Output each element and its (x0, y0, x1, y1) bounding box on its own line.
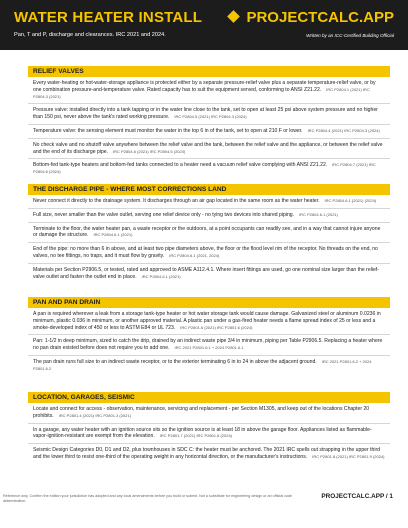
code-citation: IRC P2804.7 (2021) IRC P2804.6 (2024) (33, 162, 376, 175)
code-citation: IRC P2804.1 (2021) IRC P2804.3 (2021) (33, 86, 370, 99)
brand-logo[interactable] (229, 9, 394, 26)
item-text: Bottom-fed tank-type heaters and bottom-fed tanks connected to a heater need a vacuum relief valve complying with ANSI Z21.22. (33, 162, 328, 169)
section-title: LOCATION, GARAGES, SEISMIC (28, 392, 390, 403)
code-citation: IRC P2801.8 (2021) IRC P2801.9 (2024) (312, 453, 385, 459)
list-item (28, 223, 390, 244)
diamond-icon (228, 10, 241, 23)
code-citation: IRC P2801.4 (2021) IRC P2801.3 (2021) (58, 412, 131, 418)
code-citation: IRC P2804.6.1 (2021) (93, 232, 133, 238)
list-item (28, 139, 390, 160)
code-citation: IRC 2021 P2801.6.2 + 2024 P2801.6.2 (33, 358, 372, 371)
code-citation: IRC P2804.4 (2021) IRC P2804.3 (2024) (307, 127, 380, 133)
item-text: Seismic Design Categories D0, D1 and D2, plus townhouses in SDC C: the heater must be anchored. The 2021 IRC spells out strapping in the upper third and the lower third to resist one-third of the operating weight in any horizontal direction, or the manufacturer's instructions. (33, 447, 381, 460)
code-citation: IRC 2021 P2801.6.1 + 2024 P2801.6.1 (174, 345, 244, 351)
section-pan-and-drain (28, 297, 390, 376)
list-item (28, 104, 390, 125)
list-item (28, 125, 390, 139)
item-text: Terminate to the floor, the water heater pan, a waste receptor or the outdoors, at a point occupants can readily see, and in a way that cannot injure anyone or damage the structure. (33, 225, 381, 239)
list-item (28, 335, 390, 356)
list-item (28, 77, 390, 104)
section-location-garages-seismic (28, 392, 390, 464)
item-text: A pan is required wherever a leak from a storage tank-type heater or hot water storage tank would cause damage. Galvanized steel or aluminum 0.0236 in minimum, plastic 0.036 in minimum, or another approved material. A plastic pan under a gas-fired heater needs a flame spread index of 25 or less and a smoke-developed index of 450 or less to ASTM E84 or UL 723. (33, 311, 381, 331)
footer-disclaimer: Reference only. Confirm the edition your jurisdiction has adopted and any local amendments before you build or submit. Not a substitute for engineering design or an official code determination. (3, 494, 293, 503)
item-text: The pan drain runs full size to an indirect waste receptor, or to the exterior terminating 6 in to 24 in above the adjacent ground. (33, 358, 317, 365)
brand-tagline: Written by an ICC-Certified Building Official (306, 33, 394, 38)
page-title: WATER HEATER INSTALL (14, 9, 203, 26)
list-item (28, 356, 390, 376)
list-item (28, 159, 390, 179)
code-citation: IRC P2804.6 (2021) IRC P2804.5 (2024) (113, 148, 186, 154)
page-header (0, 0, 408, 50)
list-item (28, 444, 390, 464)
section-title: PAN AND PAN DRAIN (28, 297, 390, 308)
code-citation: IRC P2804.5 (2021) IRC P2804.3 (2024) (174, 114, 247, 120)
list-item (28, 243, 390, 264)
item-text: In a garage, any water heater with an ignition source sits so the ignition source is at least 18 in above the garage floor. Appliances listed as flammable-vapor-ignition-resistant are exempt from the elevation. (33, 426, 372, 440)
list-item (28, 424, 390, 445)
code-citation: IRC P2804.6.1 (2021) (299, 211, 338, 217)
item-text: Never connect it directly to the drainage system. It discharges through an air gap located in the same room as the water heater. (33, 198, 320, 204)
section-relief-valves (28, 66, 390, 179)
brand-name: PROJECTCALC.APP (246, 9, 394, 26)
footer-page-label: PROJECTCALC.APP / 1 (321, 493, 393, 500)
item-text: Locate and connect for access - observation, maintenance, servicing and replacement - per Section M1305, and keep out of the locations Chapter 20 prohibits. (33, 406, 370, 419)
code-citation: IRC P2804.6.1 (2021, 2024) (169, 252, 220, 258)
code-citation: IRC P2804.6.1 (2021) (2024) (324, 198, 377, 203)
item-text: Pan: 1-1/2 in deep minimum, sized to catch the drip, drained by an indirect waste pipe 3/4 in minimum, piping per Table P2906.5. Replacing a heater where no pan drain existed before does not require you to add one. (33, 338, 383, 352)
item-text: Materials per Section P2906.5, or tested, rated and approved to ASME A112.4.1. Where insert fittings are used, go one nominal size larger than the relief-valve outlet and fasten the outlet end in place. (33, 266, 379, 280)
page-subtitle: Pan, T and P, discharge and clearances. IRC 2021 and 2024. (14, 32, 166, 38)
item-text: Full size, never smaller than the valve outlet, serving one relief device only - no tying two devices into shared piping. (33, 211, 295, 218)
list-item (28, 264, 390, 284)
code-citation: IRC P2801.7 (2021) IRC P2801.8 (2024) (159, 433, 233, 439)
code-citation: IRC P2801.6 (2021) IRC P2801.6 (2024) (180, 324, 253, 330)
item-text: Pressure valve: installed directly into a tank tapping or in the water line close to the tank, set to open at least 25 psi above system pressure and no higher than 150 psi, never above the tank's rated working pressure. (33, 107, 378, 121)
section-discharge-pipe (28, 184, 390, 283)
code-citation: IRC P2804.6.1 (2021) (141, 273, 181, 279)
list-item (28, 195, 390, 209)
section-title: THE DISCHARGE PIPE - WHERE MOST CORRECTIONS LAND (28, 184, 390, 195)
item-text: End of the pipe: no more than 6 in above, and at least two pipe diameters above, the floor or the flood level rim of the receptor. No threads on the end, no valves, no tee fittings, no traps, and it must flow by gravity. (33, 246, 378, 259)
list-item (28, 403, 390, 424)
item-text: Every water-heating or hot-water-storage appliance is protected either by a separate pressure-relief valve plus a separate temperature-relief valve, or by one combination pressure-and-temperature valve. Rated capacity has to suit the equipment served, conforming to ANSI Z21.22. (33, 80, 376, 93)
item-text: No check valve and no shutoff valve anywhere between the relief valve and the tank, between the relief valve and the appliance, or between the relief valve and the end of its discharge pipe. (33, 141, 383, 155)
list-item (28, 209, 390, 223)
item-text: Temperature valve: the sensing element must monitor the water in the top 6 in of the tank, set to open at 210 F or lower. (33, 127, 303, 134)
section-title: RELIEF VALVES (28, 66, 390, 77)
list-item (28, 308, 390, 335)
